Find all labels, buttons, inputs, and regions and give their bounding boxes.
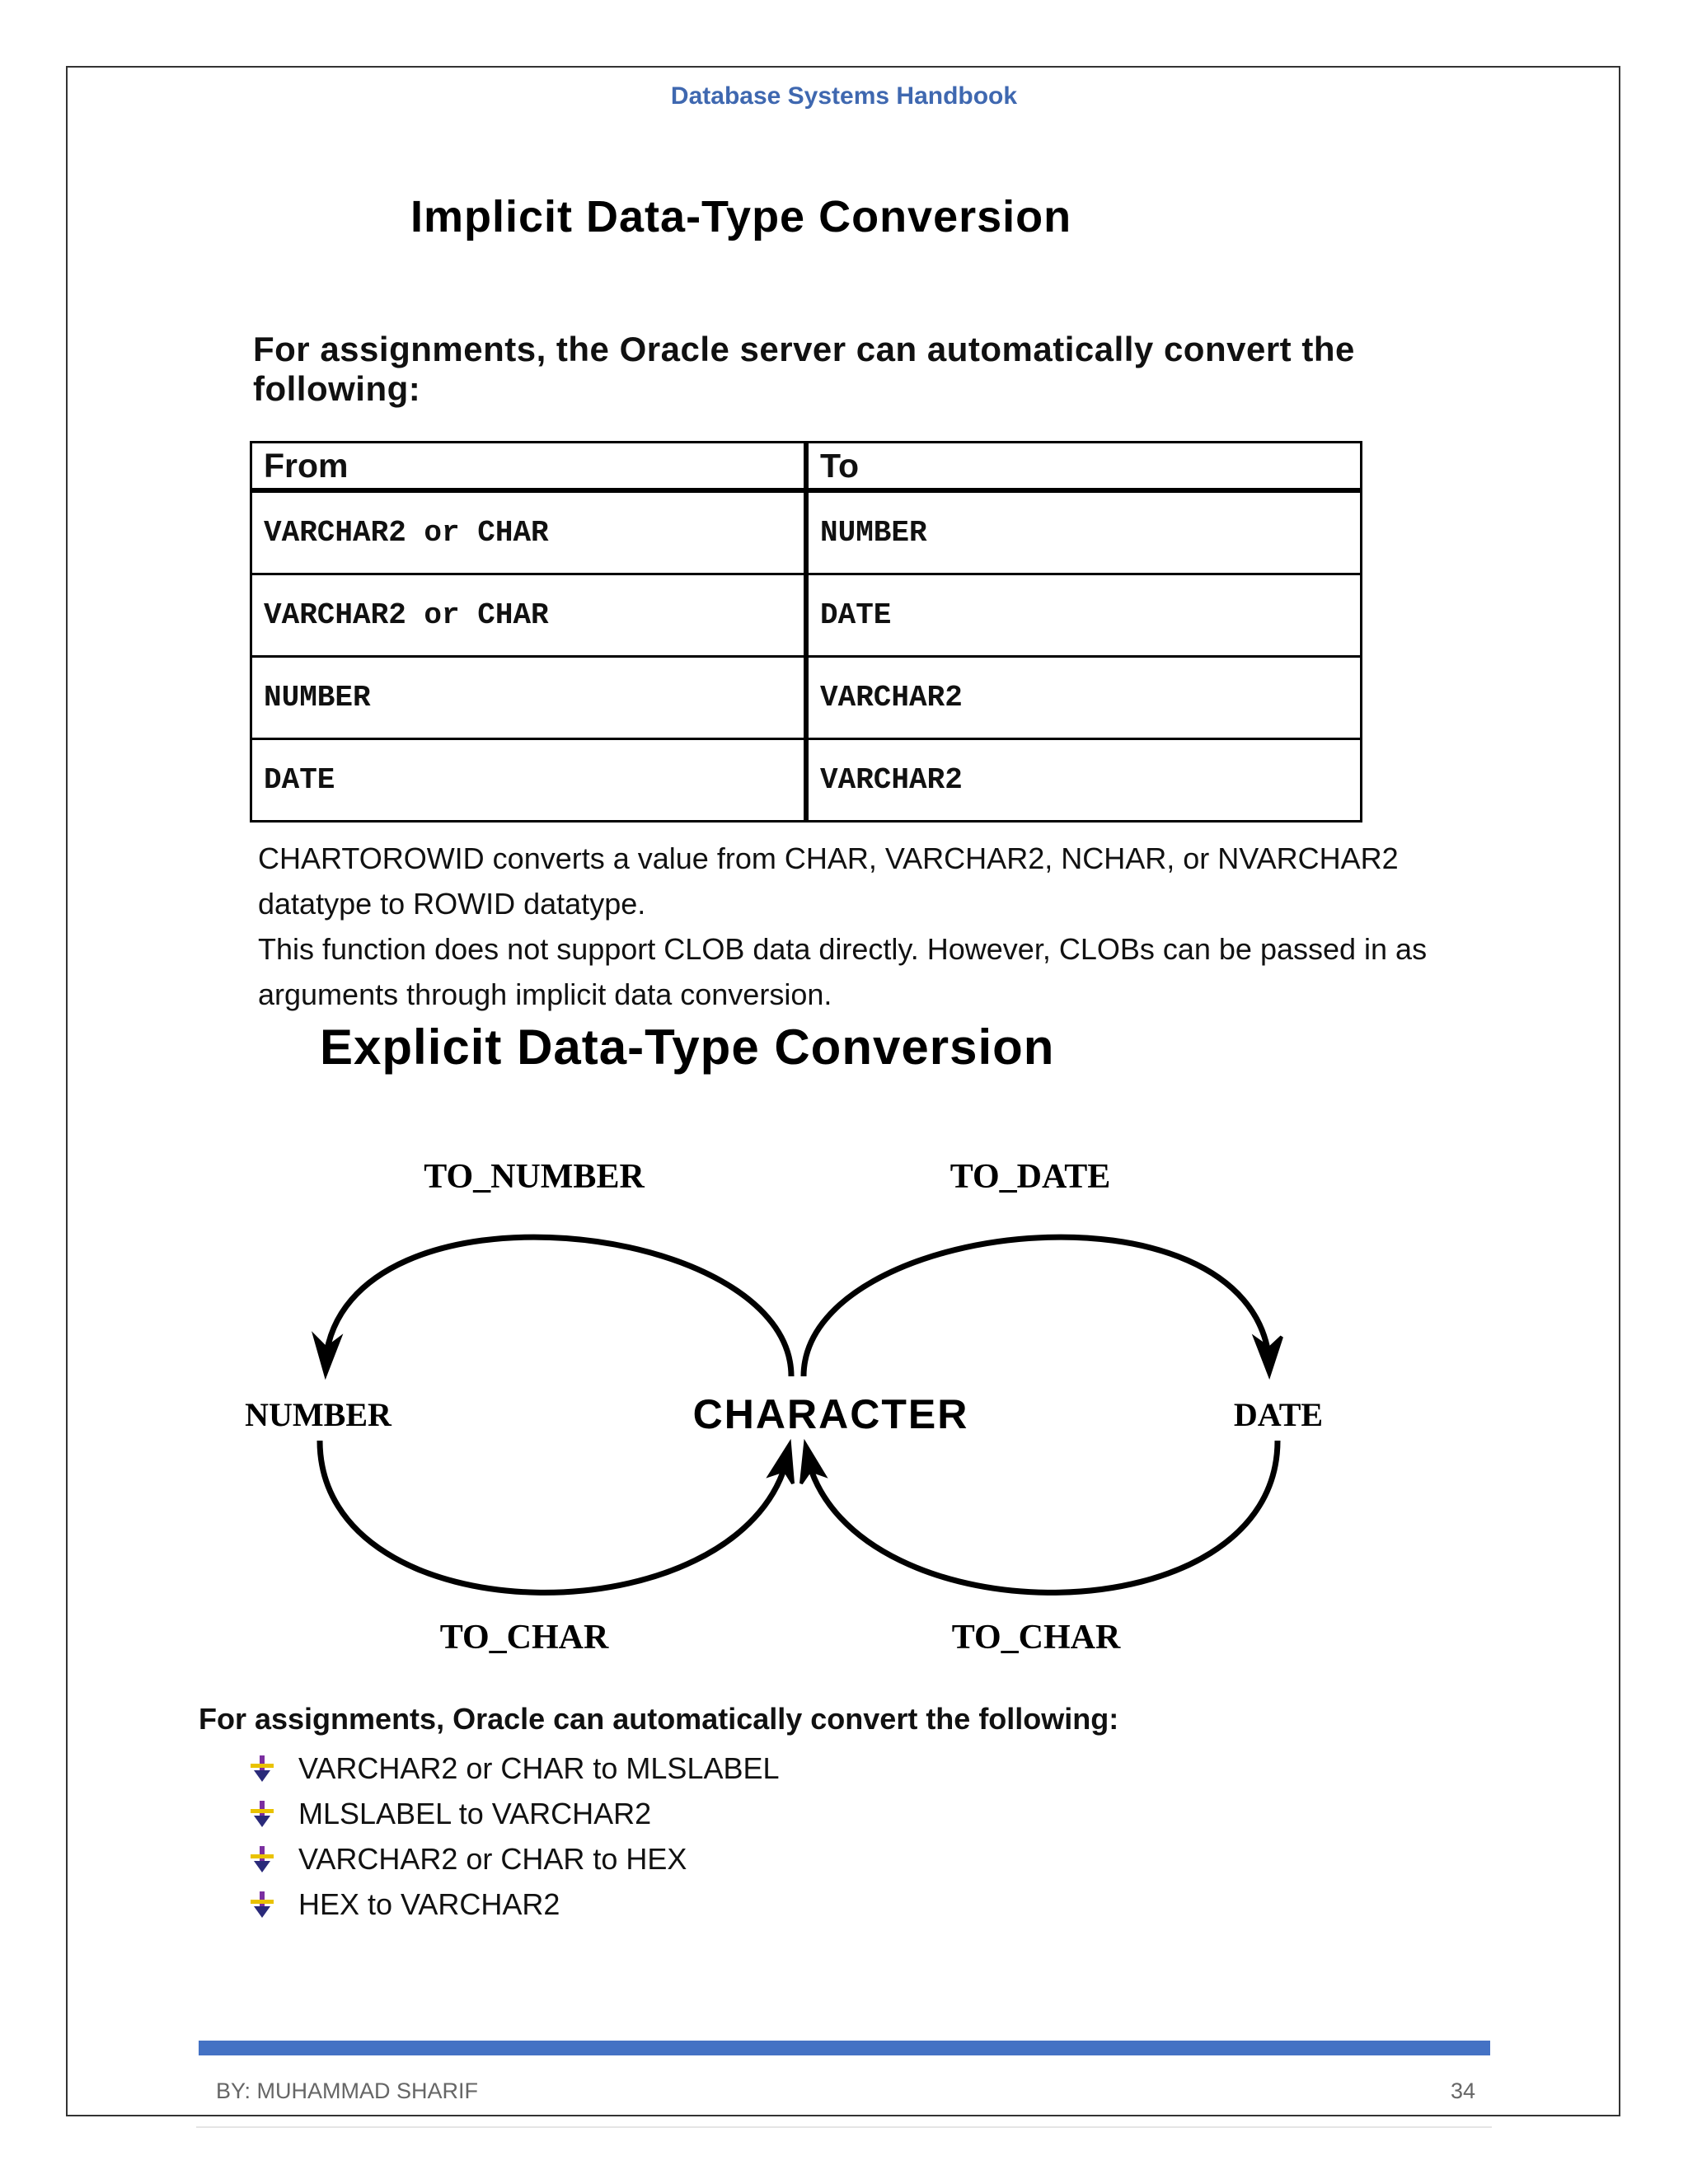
arrow-bullet-icon (247, 1890, 277, 1919)
list-item (247, 1836, 780, 1882)
implicit-conversion-table (250, 441, 1362, 823)
arrow-bullet-icon (247, 1799, 277, 1829)
to-cell: VARCHAR2 (806, 739, 1362, 822)
footer-divider (196, 2126, 1492, 2128)
node-date: DATE (1233, 1396, 1324, 1433)
to-cell: DATE (806, 574, 1362, 657)
list-item-text: HEX to VARCHAR2 (298, 1886, 560, 1921)
page-number: 34 (1450, 2079, 1475, 2103)
node-character: CHARACTER (692, 1391, 969, 1437)
explicit-conversion-title: Explicit Data-Type Conversion (320, 1019, 1055, 1075)
to-cell: NUMBER (806, 490, 1362, 574)
label-to-char-left: TO_CHAR (439, 1619, 609, 1657)
to-cell: VARCHAR2 (806, 657, 1362, 739)
assignments-list (247, 1746, 780, 1927)
chartorowid-paragraph: CHARTOROWID converts a value from CHAR, VARCHAR2, NCHAR, or NVARCHAR2 datatype to ROWID datatype. (258, 841, 1399, 921)
from-cell: NUMBER (251, 657, 807, 739)
from-cell: DATE (251, 739, 807, 822)
arrow-bullet-icon (247, 1754, 277, 1783)
list-item-text: VARCHAR2 or CHAR to MLSLABEL (298, 1750, 780, 1785)
label-to-char-right: TO_CHAR (951, 1619, 1121, 1657)
arrow-bullet-icon (247, 1844, 277, 1874)
column-header-from: From (251, 443, 807, 491)
table-row (251, 657, 1362, 739)
table-row (251, 490, 1362, 574)
label-to-date: TO_DATE (950, 1158, 1111, 1196)
footer-author: BY: MUHAMMAD SHARIF (216, 2079, 479, 2103)
arc-date-to-char (808, 1441, 1278, 1592)
arc-to-number (326, 1237, 791, 1376)
column-header-to: To (806, 443, 1362, 491)
arc-number-to-char (320, 1441, 787, 1592)
list-item-text: MLSLABEL to VARCHAR2 (298, 1796, 652, 1830)
list-item (247, 1746, 780, 1791)
node-number: NUMBER (245, 1396, 392, 1433)
clob-paragraph: This function does not support CLOB data directly. However, CLOBs can be passed in as arguments through implicit data conversion. (258, 932, 1428, 1011)
from-cell: VARCHAR2 or CHAR (251, 574, 807, 657)
running-header: Database Systems Handbook (670, 82, 1018, 110)
table-header-row (251, 443, 1362, 491)
implicit-conversion-title: Implicit Data-Type Conversion (410, 192, 1072, 241)
table-row (251, 739, 1362, 822)
conversion-diagram (0, 1137, 1688, 1665)
table-row (251, 574, 1362, 657)
assignments-heading: For assignments, Oracle can automatically convert the following: (199, 1702, 1119, 1736)
arc-to-date (804, 1237, 1269, 1376)
footer-bar (199, 2041, 1490, 2055)
implicit-intro: For assignments, the Oracle server can automatically convert the following: (253, 330, 1355, 408)
from-cell: VARCHAR2 or CHAR (251, 490, 807, 574)
list-item-text: VARCHAR2 or CHAR to HEX (298, 1841, 687, 1876)
list-item (247, 1882, 780, 1927)
list-item (247, 1791, 780, 1836)
label-to-number: TO_NUMBER (424, 1158, 645, 1196)
